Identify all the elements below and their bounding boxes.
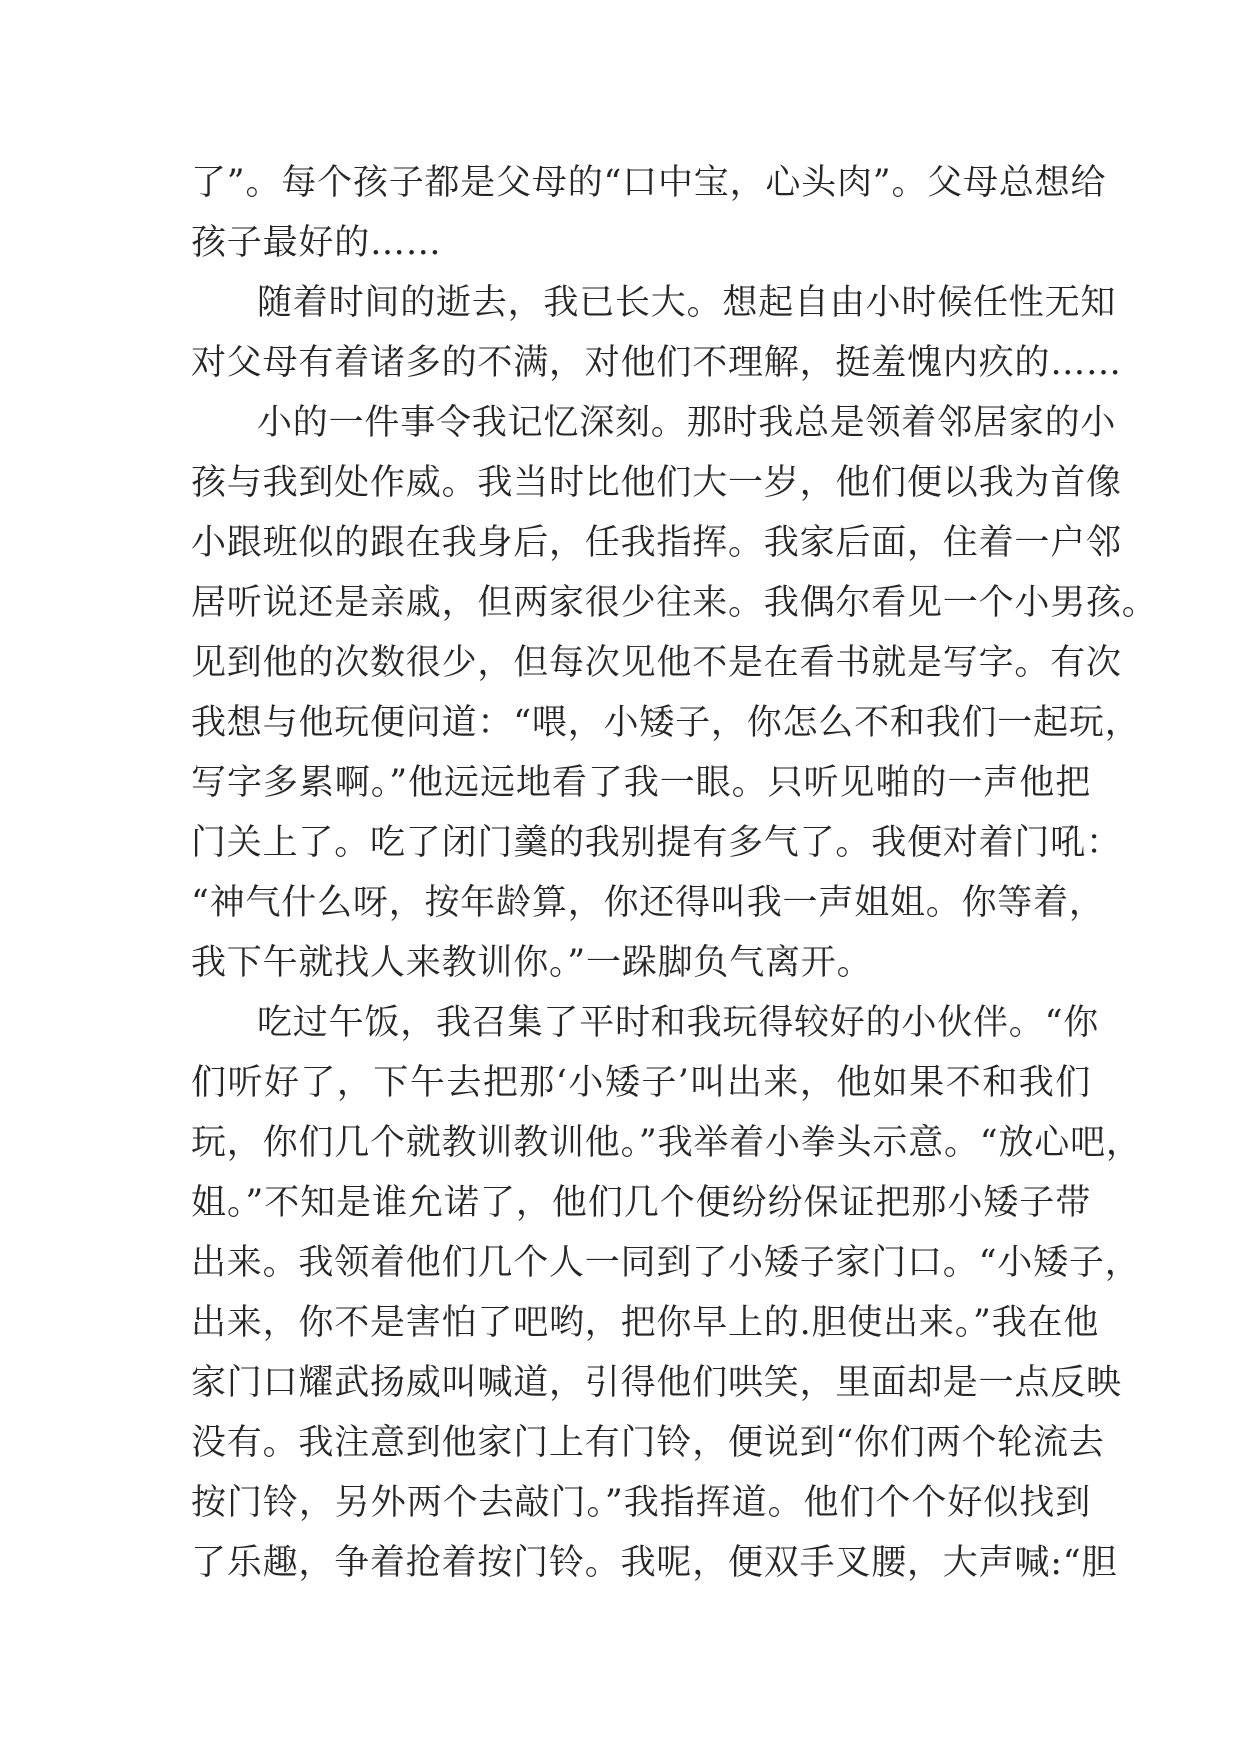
paragraph-start-line: 随着时间的逝去，我已长大。想起自由小时候任性无知 — [257, 283, 1117, 323]
text-line: 出来，你不是害怕了吧哟，把你早上的.胆使出来。”我在他 — [191, 1303, 1100, 1343]
text-line: 小跟班似的跟在我身后，任我指挥。我家后面，住着一户邻 — [191, 523, 1122, 563]
text-line: 了”。每个孩子都是父母的“口中宝，心头肉”。父母总想给 — [191, 163, 1107, 203]
text-line: 们听好了，下午去把那‘小矮子’叫出来，他如果不和我们 — [191, 1063, 1091, 1103]
text-line: 见到他的次数很少，但每次见他不是在看书就是写字。有次 — [191, 643, 1122, 683]
text-line: 家门口耀武扬威叫喊道，引得他们哄笑，里面却是一点反映 — [191, 1363, 1122, 1403]
text-line: 孩与我到处作威。我当时比他们大一岁，他们便以我为首像 — [191, 463, 1122, 503]
paragraph-start-line: 小的一件事令我记忆深刻。那时我总是领着邻居家的小 — [257, 403, 1117, 443]
text-line: 按门铃，另外两个去敲门。”我指挥道。他们个个好似找到 — [191, 1483, 1091, 1523]
text-line: “神气什么呀，按年龄算，你还得叫我一声姐姐。你等着， — [191, 883, 1105, 923]
text-line: 门关上了。吃了闭门羹的我别提有多气了。我便对着门吼： — [191, 823, 1122, 863]
text-line: 孩子最好的…… — [191, 223, 442, 263]
text-line: 玩，你们几个就教训教训他。”我举着小拳头示意。“放心吧， — [191, 1123, 1142, 1163]
text-line: 对父母有着诸多的不满，对他们不理解，挺羞愧内疚的…… — [191, 343, 1122, 383]
text-line: 我想与他玩便问道：“喂，小矮子，你怎么不和我们一起玩， — [191, 703, 1141, 743]
text-line: 我下午就找人来教训你。”一跺脚负气离开。 — [191, 943, 873, 983]
text-line: 写字多累啊。”他远远地看了我一眼。只听见啪的一声他把 — [191, 763, 1091, 803]
text-line: 出来。我领着他们几个人一同到了小矮子家门口。“小矮子， — [191, 1243, 1141, 1283]
text-line: 没有。我注意到他家门上有门铃，便说到“你们两个轮流去 — [191, 1423, 1105, 1463]
paragraph-start-line: 吃过午饭，我召集了平时和我玩得较好的小伙伴。“你 — [257, 1003, 1100, 1043]
text-line: 居听说还是亲戚，但两家很少往来。我偶尔看见一个小男孩。 — [191, 583, 1158, 623]
text-line: 姐。”不知是谁允诺了，他们几个便纷纷保证把那小矮子带 — [191, 1183, 1091, 1223]
body-text — [191, 153, 1158, 1593]
text-line: 了乐趣，争着抢着按门铃。我呢，便双手叉腰，大声喊:“胆 — [191, 1543, 1118, 1583]
